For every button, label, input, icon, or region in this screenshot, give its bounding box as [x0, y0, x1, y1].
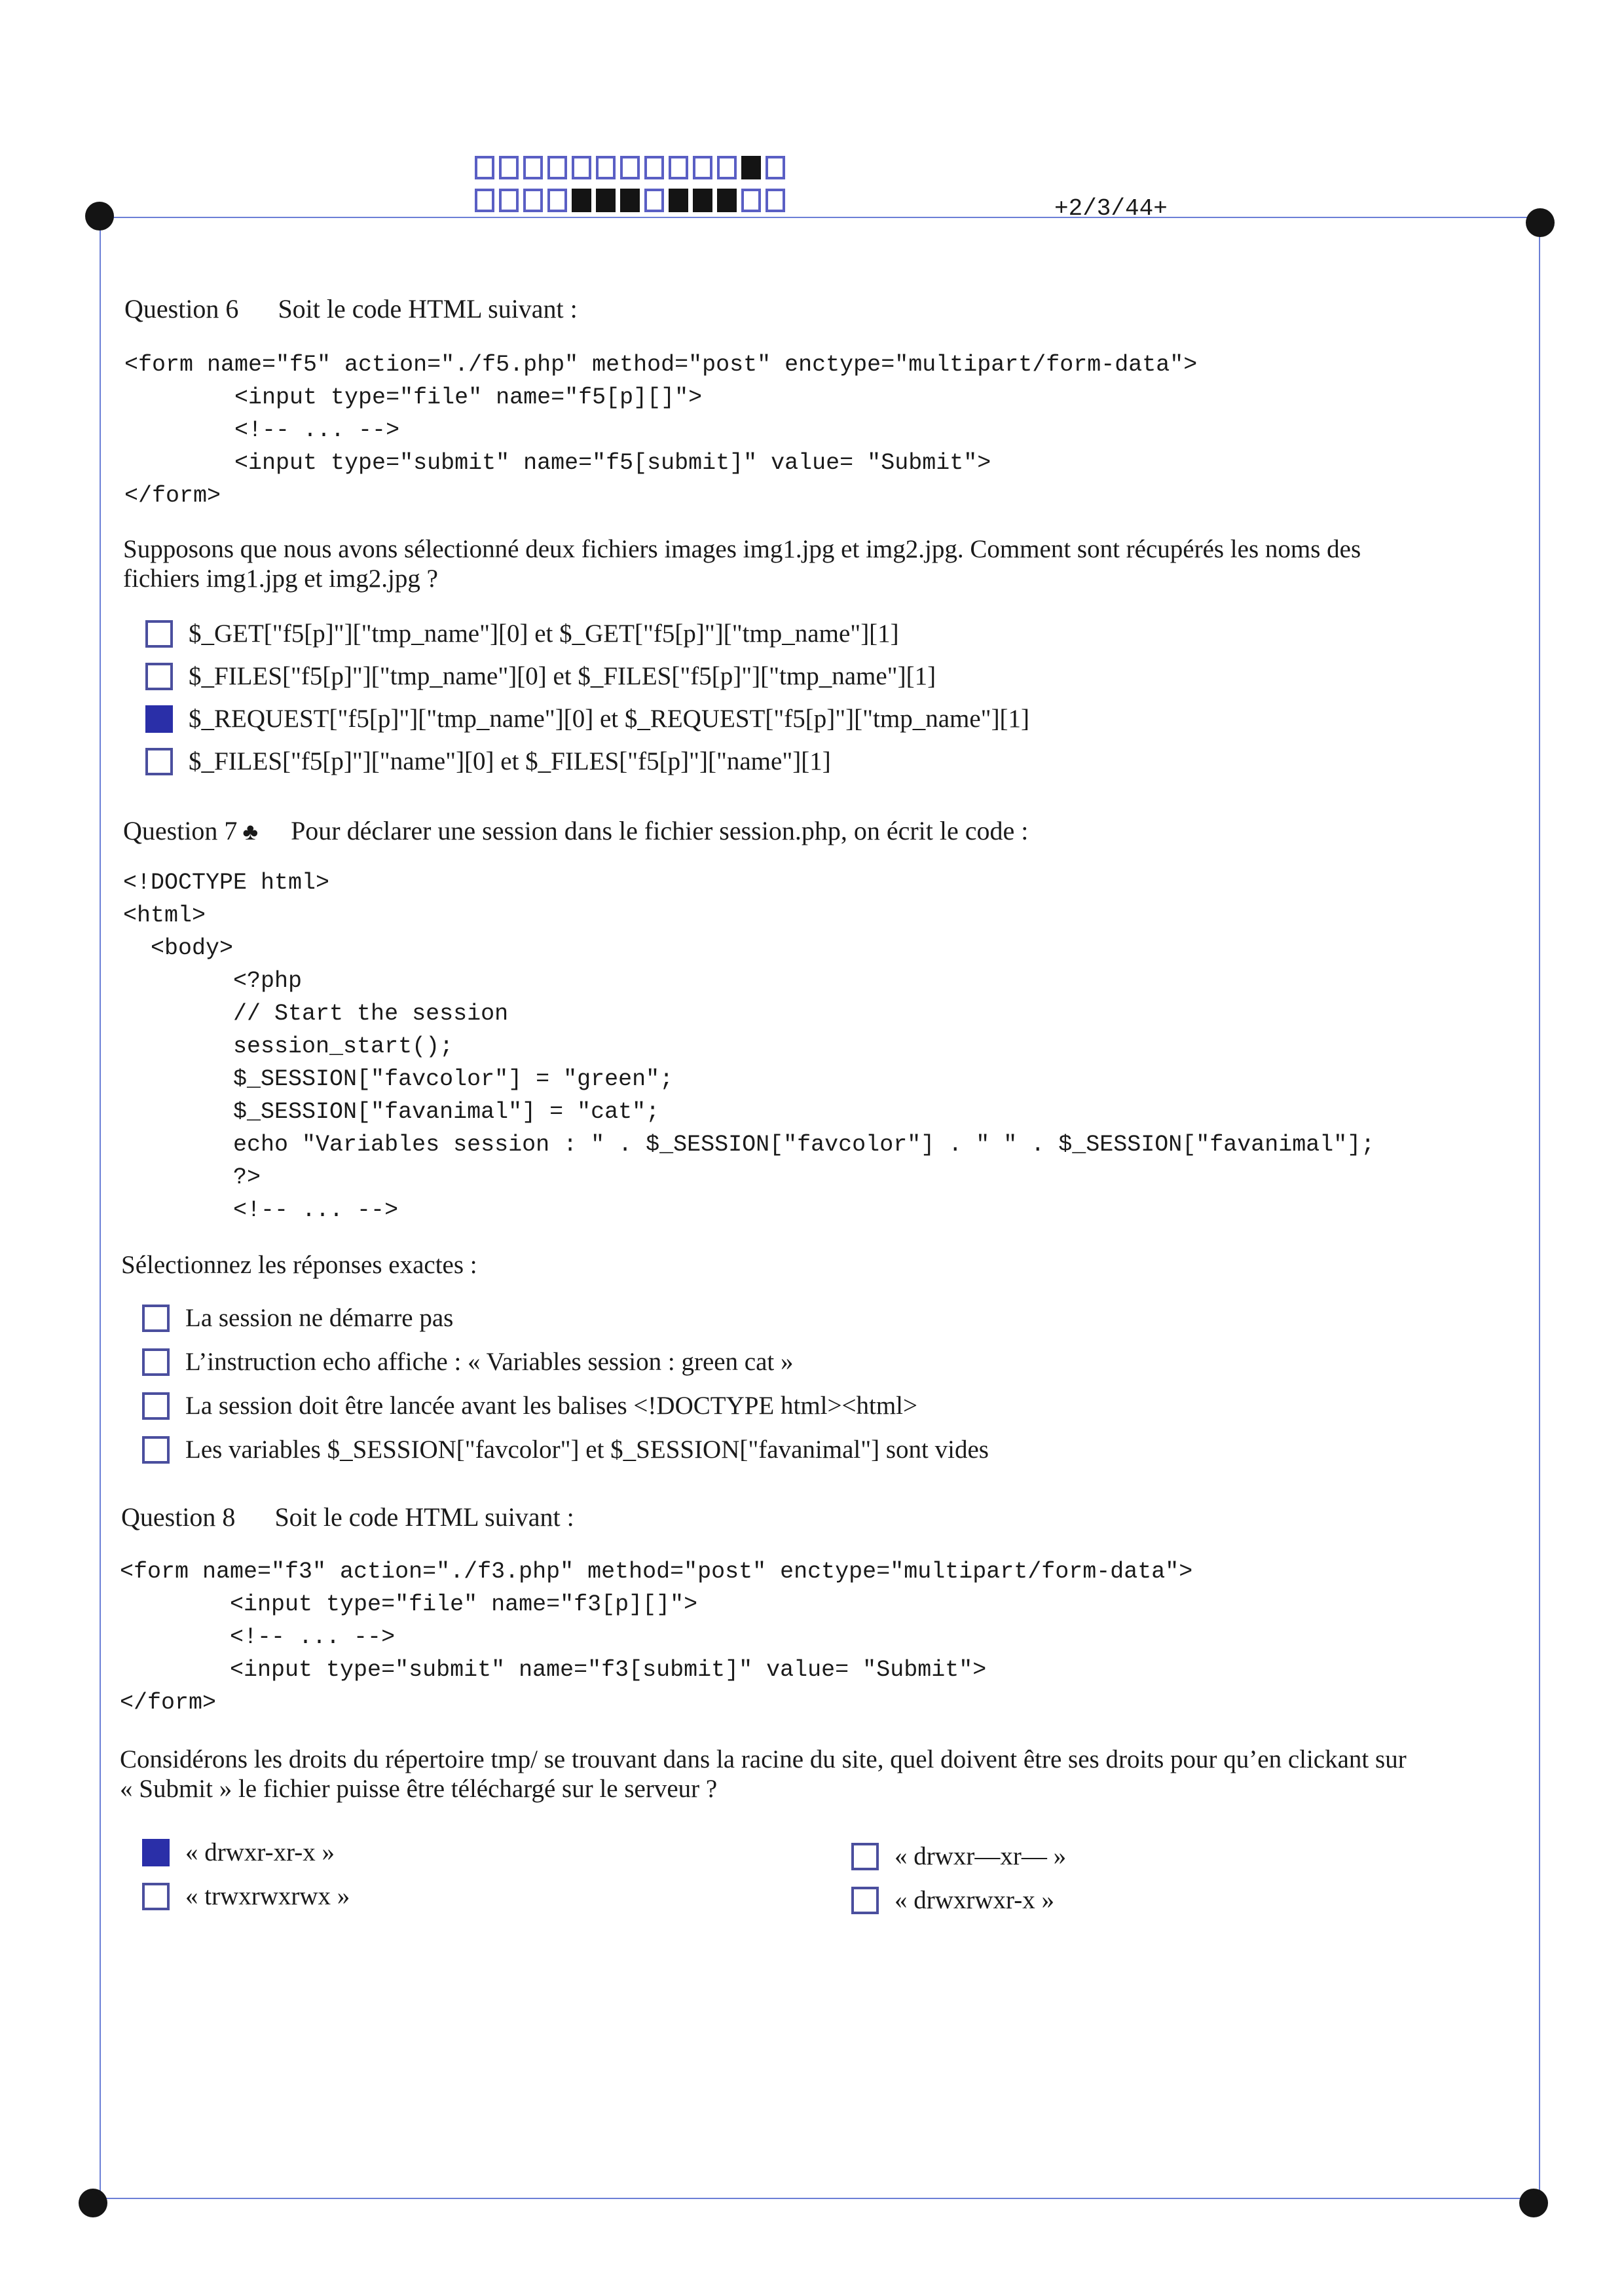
q8-text-2: « Submit » le fichier puisse être téléchargé sur le serveur ? — [120, 1775, 718, 1803]
code-line: <!DOCTYPE html> — [123, 870, 330, 896]
id-code-cell — [523, 156, 543, 179]
answer-text: Les variables $_SESSION["favcolor"] et $_SESSION["favanimal"] sont vides — [185, 1435, 989, 1464]
id-code-cell — [693, 189, 712, 212]
id-code-cell — [766, 189, 785, 212]
answer-option[interactable] — [142, 1435, 989, 1464]
id-code-cell — [766, 156, 785, 179]
answer-text: « drwxrwxr-x » — [895, 1886, 1054, 1914]
id-code-cell — [596, 189, 616, 212]
q7-code-block — [123, 866, 1375, 1227]
checkbox[interactable] — [145, 748, 173, 775]
q7-label: Question 7 — [123, 816, 238, 845]
answer-text: $_FILES["f5[p]"]["tmp_name"][0] et $_FILES["f5[p]"]["tmp_name"][1] — [189, 662, 936, 690]
code-line: <input type="submit" name="f5[submit]" value= "Submit"> — [124, 450, 991, 476]
answer-text: « drwxr-xr-x » — [185, 1838, 335, 1866]
code-line: <input type="file" name="f5[p][]"> — [124, 384, 703, 411]
code-line: <!-- ... --> — [123, 1197, 399, 1223]
checked-checkbox[interactable] — [145, 705, 173, 733]
id-code-cell — [717, 189, 737, 212]
id-code-cell — [572, 189, 591, 212]
code-line: // Start the session — [123, 1001, 509, 1027]
code-line: <!-- ... --> — [124, 417, 400, 443]
id-code-cell — [741, 156, 761, 179]
id-code-cell — [547, 189, 567, 212]
answer-text: La session ne démarre pas — [185, 1304, 454, 1332]
id-code-cell — [620, 189, 640, 212]
code-line: $_SESSION["favcolor"] = "green"; — [123, 1066, 674, 1092]
code-line: <html> — [123, 902, 206, 929]
id-code-cell — [693, 156, 712, 179]
corner-marker-bottom-right — [1519, 2189, 1548, 2217]
q6-code-block — [124, 348, 1197, 512]
code-line: $_SESSION["favanimal"] = "cat"; — [123, 1099, 660, 1125]
id-code-cell — [669, 156, 688, 179]
answer-text: L’instruction echo affiche : « Variables session : green cat » — [185, 1348, 794, 1376]
id-code-cell — [644, 156, 664, 179]
answer-option[interactable] — [142, 1391, 917, 1420]
checkbox[interactable] — [142, 1883, 170, 1910]
answer-option[interactable] — [145, 619, 899, 648]
code-line: echo "Variables session : " . $_SESSION["favcolor"] . " " . $_SESSION["favanimal"]; — [123, 1132, 1375, 1158]
answer-option[interactable] — [142, 1303, 453, 1333]
q6-prompt: Soit le code HTML suivant : — [278, 294, 578, 324]
checkbox[interactable] — [142, 1392, 170, 1420]
code-line: </form> — [120, 1690, 217, 1716]
id-code-cell — [620, 156, 640, 179]
frame-bottom-line — [100, 2198, 1540, 2199]
q8-header — [121, 1502, 574, 1532]
answer-text: $_GET["f5[p]"]["tmp_name"][0] et $_GET["f5[p]"]["tmp_name"][1] — [189, 620, 899, 648]
id-code-cell — [499, 156, 519, 179]
checkbox[interactable] — [851, 1887, 879, 1914]
corner-marker-bottom-left — [79, 2189, 107, 2217]
checkbox[interactable] — [145, 620, 173, 648]
code-line: <form name="f3" action="./f3.php" method="post" enctype="multipart/form-data"> — [120, 1559, 1193, 1585]
answer-option[interactable] — [851, 1842, 1066, 1871]
q8-code-block — [120, 1555, 1192, 1719]
corner-marker-top-left — [85, 202, 114, 231]
checkbox[interactable] — [142, 1305, 170, 1332]
q8-text-1: Considérons les droits du répertoire tmp/ se trouvant dans la racine du site, quel doivent être ses droits pour qu’en clickant sur — [120, 1745, 1407, 1773]
id-code-cell — [523, 189, 543, 212]
q6-label: Question 6 — [124, 294, 239, 324]
id-code-cell — [475, 156, 494, 179]
id-code-cell — [741, 189, 761, 212]
checkbox[interactable] — [142, 1436, 170, 1464]
club-icon: ♣ — [242, 819, 259, 845]
answer-option[interactable] — [142, 1838, 335, 1867]
answer-text: La session doit être lancée avant les balises <!DOCTYPE html><html> — [185, 1392, 917, 1420]
code-line: <body> — [123, 935, 234, 961]
id-code-cell — [499, 189, 519, 212]
code-line: <input type="submit" name="f3[submit]" value= "Submit"> — [120, 1657, 987, 1683]
code-line: session_start(); — [123, 1033, 454, 1060]
checkbox[interactable] — [142, 1348, 170, 1376]
frame-top-line — [100, 217, 1540, 218]
answer-option[interactable] — [145, 747, 831, 776]
answer-text: « drwxr—xr— » — [895, 1842, 1067, 1870]
q8-prompt: Soit le code HTML suivant : — [274, 1502, 574, 1532]
q6-header — [124, 293, 578, 324]
frame-left-line — [100, 217, 101, 2198]
id-code-row-1 — [475, 156, 790, 179]
id-code-cell — [547, 156, 567, 179]
q8-label: Question 8 — [121, 1502, 236, 1532]
id-code-cell — [475, 189, 494, 212]
q7-instruction: Sélectionnez les réponses exactes : — [121, 1251, 477, 1279]
answer-option[interactable] — [145, 661, 936, 691]
code-line: ?> — [123, 1164, 261, 1191]
answer-option[interactable] — [142, 1347, 794, 1377]
frame-right-line — [1539, 217, 1540, 2198]
id-code-cell — [596, 156, 616, 179]
id-code-row-2 — [475, 189, 790, 212]
answer-text: $_REQUEST["f5[p]"]["tmp_name"][0] et $_REQUEST["f5[p]"]["tmp_name"][1] — [189, 705, 1030, 733]
answer-text: $_FILES["f5[p]"]["name"][0] et $_FILES["f5[p]"]["name"][1] — [189, 747, 831, 775]
code-line: <?php — [123, 968, 303, 994]
checked-checkbox[interactable] — [142, 1839, 170, 1866]
corner-marker-top-right — [1526, 208, 1555, 237]
code-line: </form> — [124, 483, 221, 509]
answer-option[interactable] — [142, 1881, 350, 1911]
id-code-cell — [572, 156, 591, 179]
answer-option[interactable] — [851, 1885, 1054, 1915]
checkbox[interactable] — [851, 1843, 879, 1870]
answer-option[interactable] — [145, 704, 1029, 733]
id-code-cell — [717, 156, 737, 179]
q7-prompt: Pour déclarer une session dans le fichier session.php, on écrit le code : — [291, 816, 1029, 845]
q6-text-2: fichiers img1.jpg et img2.jpg ? — [123, 565, 438, 593]
page-number: +2/3/44+ — [1054, 195, 1168, 222]
q6-text-1: Supposons que nous avons sélectionné deux fichiers images img1.jpg et img2.jpg. Comment sont récupérés les noms des — [123, 535, 1361, 563]
q7-header — [123, 815, 1028, 846]
code-line: <input type="file" name="f3[p][]"> — [120, 1591, 698, 1618]
id-code-cell — [669, 189, 688, 212]
code-line: <form name="f5" action="./f5.php" method="post" enctype="multipart/form-data"> — [124, 352, 1198, 378]
answer-text: « trwxrwxrwx » — [185, 1882, 350, 1910]
checkbox[interactable] — [145, 663, 173, 690]
code-line: <!-- ... --> — [120, 1624, 396, 1650]
id-code-cell — [644, 189, 664, 212]
